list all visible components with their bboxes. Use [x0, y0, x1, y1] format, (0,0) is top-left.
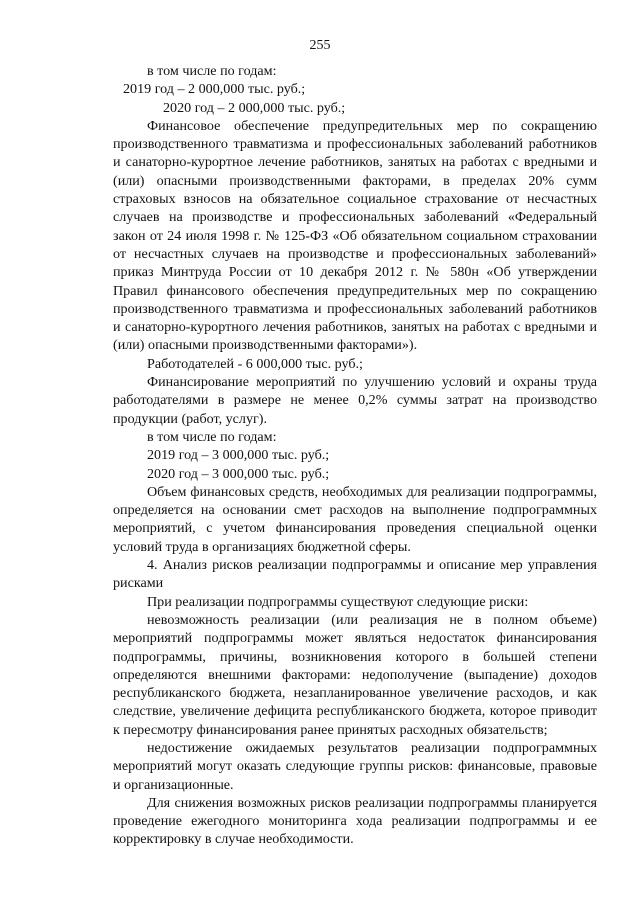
paragraph-financing-fss: Финансовое обеспечение предупредительных мер по сокращению производственного травматизма и профессиональных заболеваний работников и санаторно-курортное лечение работников, занятых на работах с вредными и (или) опасными производственными факторами, в пределах 20% сумм страховых взносов на обязательное социальное страхование от несчастных случаев на производстве и профессиональных заболеваний «Федеральный закон от 24 июля 1998 г. № 125-ФЗ «Об обязательном социальном страховании от несчастных случаев на производстве и профессиональных заболеваний» приказ Минтруда России от 10 декабря 2012 г. № 580н «Об утверждении Правил финансового обеспечения предупредительных мер по сокращению производственного травматизма и профессиональных заболеваний работников и санаторно-курортного лечения работников, занятых на работах с вредными и (или) опасными производственными факторами»). — [113, 117, 597, 354]
paragraph-risks-intro: При реализации подпрограммы существуют следующие риски: — [147, 593, 529, 610]
page-number: 255 — [309, 38, 331, 53]
paragraph-financing-employers: Финансирование мероприятий по улучшению условий и охраны труда работодателями в размере не менее 0,2% суммы затрат на производство продукции (работ, услуг). — [113, 374, 597, 427]
years-intro-line: в том числе по годам: — [147, 63, 277, 79]
paragraph-risk-1: невозможность реализации (или реализация не в полном объеме) мероприятий подпрограммы может являться недостаток финансирования подпрограммы, причины, возникновения которого в большей степени определяются внешними факторами: недополучение (выпадение) доходов республиканского бюджета, незапланированное увеличение расходов, и как следствие, увеличение дефицита республиканского бюджета, которое приводит к пересмотру финансирования ранее принятых расходных обязательств; — [113, 611, 597, 738]
year-2019-line: 2019 год – 2 000,000 тыс. руб.; — [123, 81, 306, 98]
year-2020-line-2: 2020 год – 3 000,000 тыс. руб.; — [147, 465, 330, 482]
paragraph-funding-volume: Объем финансовых средств, необходимых для реализации подпрограммы, определяется на основании смет расходов на выполнение подпрограммных мероприятий, с учетом финансирования проведения специальной оценки условий труда в организациях бюджетной сферы. — [113, 483, 597, 555]
section-heading: 4. Анализ рисков реализации подпрограммы и описание мер управления рисками — [113, 557, 597, 592]
years-intro-line-2: в том числе по годам: — [147, 428, 277, 445]
paragraph-risk-2: недостижение ожидаемых результатов реализации подпрограммных мероприятий могут оказать следующие группы рисков: финансовые, правовые и организационные. — [113, 739, 597, 793]
employers-total-line: Работодателей - 6 000,000 тыс. руб.; — [147, 355, 363, 372]
year-2020-line: 2020 год – 2 000,000 тыс. руб.; — [163, 99, 346, 116]
year-2019-line-2: 2019 год – 3 000,000 тыс. руб.; — [147, 447, 330, 464]
document-body — [113, 62, 597, 849]
paragraph-monitoring: Для снижения возможных рисков реализации подпрограммы планируется проведение ежегодного мониторинга хода реализации подпрограммы и ее корректировку в случае необходимости. — [113, 794, 597, 848]
